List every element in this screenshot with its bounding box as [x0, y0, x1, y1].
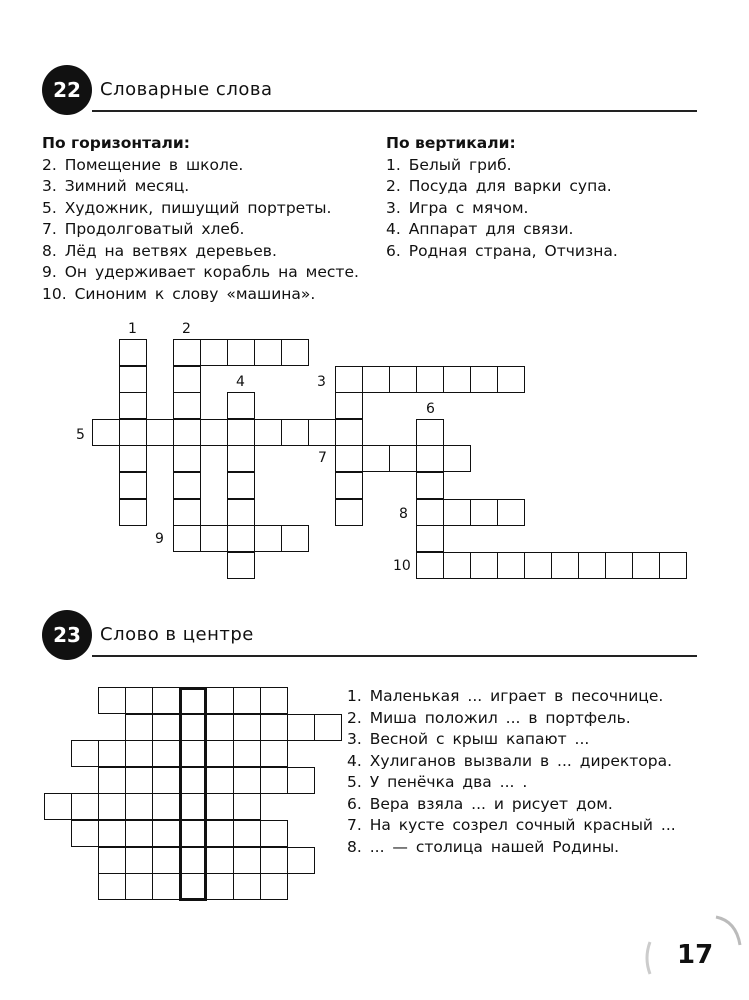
center-word-cell[interactable] [152, 740, 180, 767]
clue-number-7: 7 [318, 450, 327, 466]
center-word-cell[interactable] [206, 740, 234, 767]
center-word-cell[interactable] [125, 687, 153, 714]
center-word-clues [347, 686, 676, 858]
page-edge-decoration [642, 940, 654, 976]
center-word-cell[interactable] [260, 847, 288, 874]
section-23-title: Слово в центре [100, 624, 254, 645]
center-word-cell[interactable] [125, 740, 153, 767]
center-word-cell[interactable] [125, 767, 153, 794]
center-word-cell[interactable] [233, 820, 261, 847]
center-word-cell[interactable] [152, 847, 180, 874]
center-word-clue: 6. Вера взяла ... и рисует дом. [347, 794, 613, 813]
center-word-cell[interactable] [125, 820, 153, 847]
down-heading: По вертикали: [386, 134, 516, 152]
center-word-clue: 2. Миша положил ... в портфель. [347, 708, 631, 727]
center-word-cell[interactable] [125, 847, 153, 874]
clue-number-8: 8 [399, 506, 408, 522]
clue-number-6: 6 [426, 401, 435, 417]
down-clue: 6. Родная страна, Отчизна. [386, 241, 618, 260]
center-word-cell[interactable] [233, 873, 261, 900]
center-word-cell[interactable] [125, 793, 153, 820]
section-22-title: Словарные слова [100, 79, 273, 100]
center-word-cell[interactable] [98, 793, 126, 820]
center-word-cell[interactable] [152, 687, 180, 714]
center-word-cell[interactable] [71, 820, 99, 847]
center-word-cell[interactable] [206, 714, 234, 741]
center-word-cell[interactable] [152, 714, 180, 741]
center-word-cell[interactable] [152, 793, 180, 820]
section-23-number: 23 [53, 623, 81, 647]
center-word-clue: 7. На кусте созрел сочный красный ... [347, 816, 676, 834]
center-word-cell[interactable] [260, 820, 288, 847]
clue-number-9: 9 [155, 531, 164, 547]
clue-number-4: 4 [236, 374, 245, 390]
center-word-cell[interactable] [206, 873, 234, 900]
center-word-cell[interactable] [206, 767, 234, 794]
across-clue: 10. Синоним к слову «машина». [42, 284, 316, 303]
center-word-cell[interactable] [233, 793, 261, 820]
center-word-cell[interactable] [98, 740, 126, 767]
center-word-clue: 3. Весной с крыш капают ... [347, 730, 590, 748]
center-word-clue: 5. У пенёчка два ... . [347, 773, 528, 791]
section-22-number: 22 [53, 78, 81, 102]
clue-number-5: 5 [76, 427, 85, 443]
center-word-cell[interactable] [44, 793, 72, 820]
center-word-cell[interactable] [287, 714, 315, 741]
clue-number-10: 10 [393, 558, 411, 574]
center-word-cell[interactable] [287, 767, 315, 794]
center-word-cell[interactable] [233, 740, 261, 767]
center-column-highlight [179, 687, 207, 901]
center-word-cell[interactable] [98, 847, 126, 874]
center-word-cell[interactable] [206, 793, 234, 820]
clue-number-2: 2 [182, 321, 191, 337]
center-word-cell[interactable] [260, 873, 288, 900]
center-word-cell[interactable] [98, 820, 126, 847]
center-word-cell[interactable] [233, 714, 261, 741]
center-word-cell[interactable] [206, 820, 234, 847]
page-curl-decoration [712, 915, 742, 955]
clue-number-3: 3 [317, 374, 326, 390]
center-word-cell[interactable] [206, 687, 234, 714]
center-word-cell[interactable] [152, 767, 180, 794]
center-word-cell[interactable] [233, 687, 261, 714]
center-word-cell[interactable] [71, 740, 99, 767]
center-word-cell[interactable] [125, 714, 153, 741]
down-clue: 2. Посуда для варки супа. [386, 177, 612, 195]
down-clue: 1. Белый гриб. [386, 155, 512, 174]
across-clue: 3. Зимний месяц. [42, 177, 190, 195]
across-heading: По горизонтали: [42, 134, 190, 152]
center-word-cell[interactable] [98, 767, 126, 794]
center-word-cell[interactable] [98, 687, 126, 714]
center-word-cell[interactable] [260, 740, 288, 767]
center-word-cell[interactable] [125, 873, 153, 900]
center-word-cell[interactable] [206, 847, 234, 874]
center-word-cell[interactable] [287, 847, 315, 874]
center-word-cell[interactable] [71, 793, 99, 820]
down-clue: 3. Игра с мячом. [386, 198, 529, 217]
center-word-cell[interactable] [233, 767, 261, 794]
page-number: 17 [677, 940, 714, 970]
center-word-cell[interactable] [260, 767, 288, 794]
center-word-cell[interactable] [98, 873, 126, 900]
center-word-cell[interactable] [152, 820, 180, 847]
across-clue: 5. Художник, пишущий портреты. [42, 198, 332, 217]
down-clue: 4. Аппарат для связи. [386, 220, 574, 238]
center-word-cell[interactable] [260, 687, 288, 714]
center-word-clue: 8. ... — столица нашей Родины. [347, 837, 620, 856]
center-word-cell[interactable] [152, 873, 180, 900]
center-word-clue: 1. Маленькая ... играет в песочнице. [347, 687, 664, 705]
center-word-cell[interactable] [233, 847, 261, 874]
center-word-clue: 4. Хулиганов вызвали в ... директора. [347, 751, 673, 770]
across-clue: 8. Лёд на ветвях деревьев. [42, 241, 277, 260]
clue-number-1: 1 [128, 321, 137, 337]
across-clue: 9. Он удерживает корабль на месте. [42, 263, 359, 281]
across-clue: 7. Продолговатый хлеб. [42, 220, 245, 238]
center-word-cell[interactable] [260, 714, 288, 741]
across-clue: 2. Помещение в школе. [42, 155, 244, 174]
center-word-cell[interactable] [314, 714, 342, 741]
